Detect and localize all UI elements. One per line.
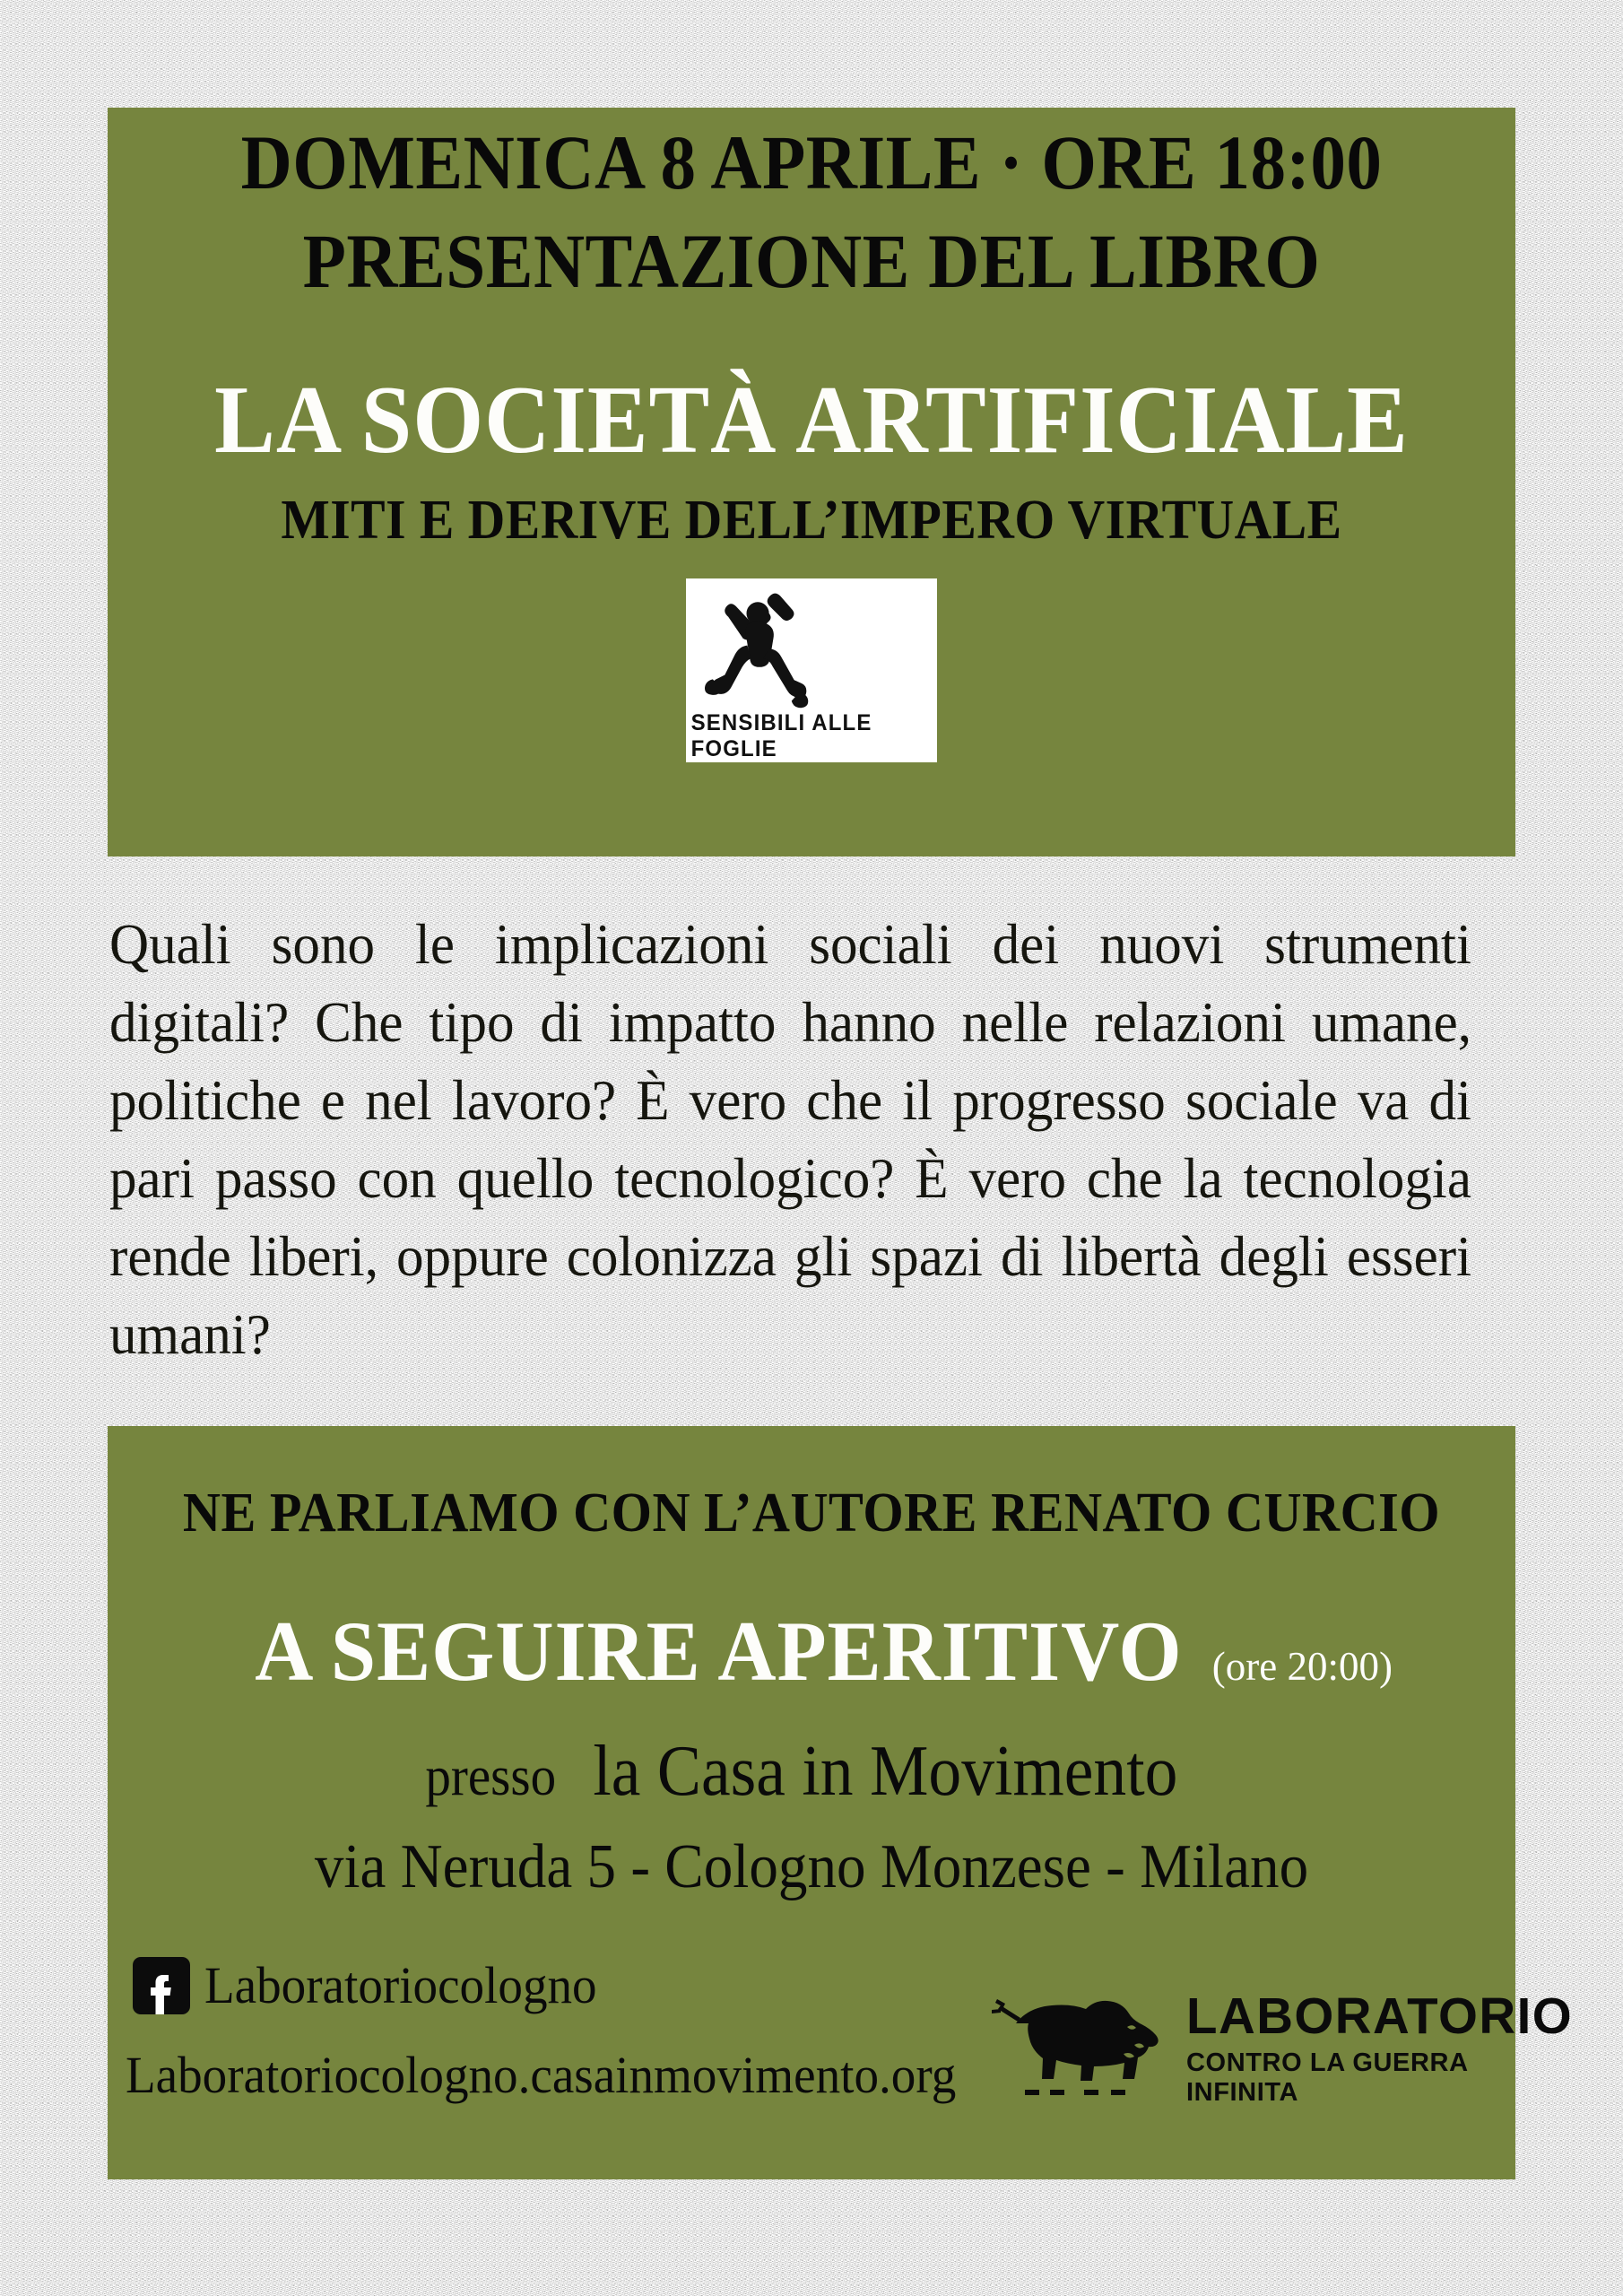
organizer-logo bbox=[991, 1975, 1574, 2118]
facebook-row[interactable] bbox=[133, 1955, 618, 2015]
website-url[interactable]: Laboratoriocologno.casainmovimento.org bbox=[126, 2046, 957, 2104]
top-green-block bbox=[108, 108, 1515, 857]
venue-name: la Casa in Movimento bbox=[593, 1732, 1178, 1811]
aperitivo-headline: A SEGUIRE APERITIVO bbox=[255, 1604, 1183, 1699]
venue-prefix: presso bbox=[425, 1746, 557, 1807]
dancing-figures-icon bbox=[699, 584, 924, 714]
facebook-handle[interactable]: Laboratoriocologno bbox=[204, 1956, 597, 2014]
organizer-subtitle: CONTRO LA GUERRA INFINITA bbox=[1186, 2048, 1468, 2107]
organizer-title: LABORATORIO bbox=[1186, 1987, 1574, 2045]
aperitivo-time: (ore 20:00) bbox=[1211, 1644, 1393, 1689]
book-subtitle: MITI E DERIVE DELL’IMPERO VIRTUALE bbox=[281, 490, 1342, 551]
venue-row bbox=[108, 1731, 1515, 1813]
event-date-time: DOMENICA 8 APRILE · ORE 18:00 bbox=[240, 119, 1383, 205]
intro-paragraph: Quali sono le implicazioni sociali dei nuovi strumenti digitali? Che tipo di impatto hanno nelle relazioni umane, politiche e nel lavoro? È vero che il progresso sociale va di pari passo con quello tecnologico? È vero che la tecnologia rende liberi, oppure colonizza gli spazi di libertà degli esseri umani? bbox=[109, 913, 1472, 1366]
aperitivo-row bbox=[108, 1602, 1515, 1700]
book-title: LA SOCIETÀ ARTIFICIALE bbox=[214, 367, 1409, 474]
publisher-logo bbox=[686, 578, 937, 762]
author-line: NE PARLIAMO CON L’AUTORE RENATO CURCIO bbox=[182, 1483, 1441, 1544]
rhino-icon bbox=[991, 1987, 1179, 2104]
event-kind-label: PRESENTAZIONE DEL LIBRO bbox=[302, 218, 1321, 304]
bottom-green-block bbox=[108, 1426, 1574, 2179]
venue-address: via Neruda 5 - Cologno Monzese - Milano bbox=[314, 1832, 1309, 1901]
publisher-name: SENSIBILI ALLE FOGLIE bbox=[690, 710, 872, 761]
facebook-icon[interactable] bbox=[133, 1957, 190, 2014]
